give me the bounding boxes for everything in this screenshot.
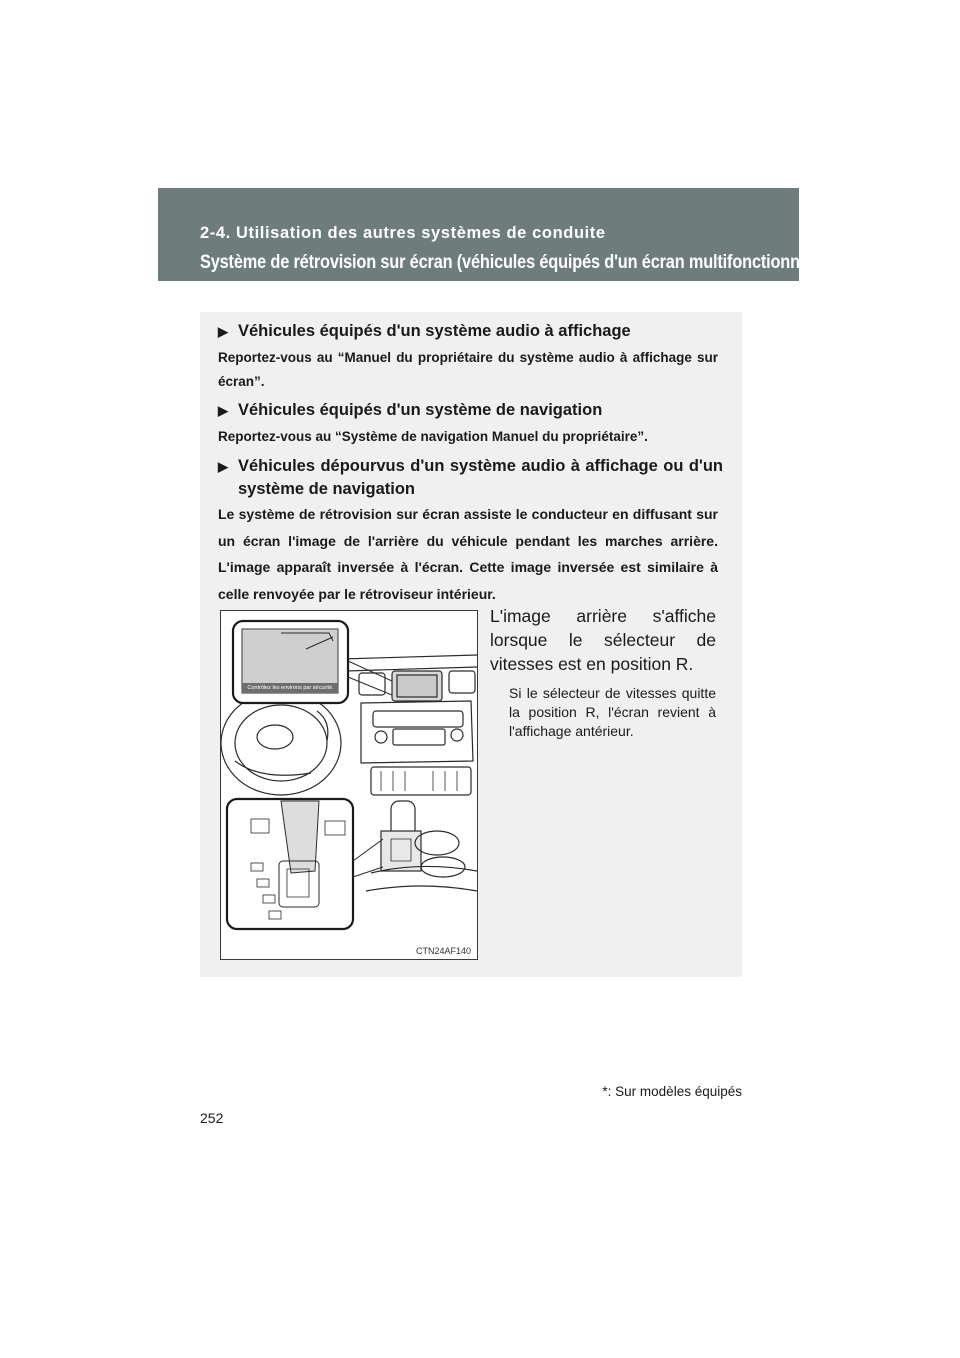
subheading-no-display-text: Véhicules dépourvus d'un système audio à affichage ou d'un système de navigation bbox=[238, 457, 723, 498]
footnote: *: Sur modèles équipés bbox=[602, 1084, 742, 1099]
subheading-navigation-text: Véhicules équipés d'un système de navigation bbox=[238, 401, 603, 419]
paragraph-navigation: Reportez-vous au “Système de navigation Manuel du propriétaire”. bbox=[218, 429, 648, 444]
subheading-audio-text: Véhicules équipés d'un système audio à affichage bbox=[238, 322, 631, 340]
page-header bbox=[158, 188, 823, 281]
note-reverse-display: L'image arrière s'affiche lorsque le sélecteur de vitesses est en position R. bbox=[490, 606, 716, 674]
subheading-audio bbox=[218, 320, 723, 343]
screen-caption: Contrôlez les environs par sécurité. bbox=[247, 685, 334, 691]
paragraph-audio: Reportez-vous au “Manuel du propriétaire du système audio à affichage sur écran”. bbox=[218, 350, 718, 389]
page-title bbox=[200, 252, 823, 274]
subheading-navigation bbox=[218, 399, 723, 422]
page-title-text: Système de rétrovision sur écran (véhicules équipés d'un écran multifonctionnel) bbox=[200, 252, 819, 273]
arrow-icon: ▶ bbox=[218, 403, 228, 418]
arrow-icon: ▶ bbox=[218, 459, 228, 474]
note-exit-reverse: Si le sélecteur de vitesses quitte la position R, l'écran revient à l'affichage antérieur. bbox=[509, 685, 716, 739]
dash-line bbox=[341, 655, 477, 659]
title-footnote-mark: * bbox=[819, 250, 823, 261]
content-box bbox=[200, 312, 742, 977]
page-number: 252 bbox=[200, 1110, 224, 1126]
dashboard-illustration bbox=[220, 610, 478, 960]
section-label: 2-4. Utilisation des autres systèmes de conduite bbox=[200, 224, 606, 242]
arrow-icon: ▶ bbox=[218, 324, 228, 339]
subheading-no-display bbox=[218, 455, 723, 501]
paragraph-description: Le système de rétrovision sur écran assiste le conducteur en diffusant sur un écran l'image de l'arrière du véhicule pendant les marches arrière. L'image apparaît inversée à l'écran. Cette image inversée est similaire à celle renvoyée par le rétroviseur intérieur. bbox=[218, 506, 718, 602]
figure-code: CTN24AF140 bbox=[415, 946, 471, 956]
